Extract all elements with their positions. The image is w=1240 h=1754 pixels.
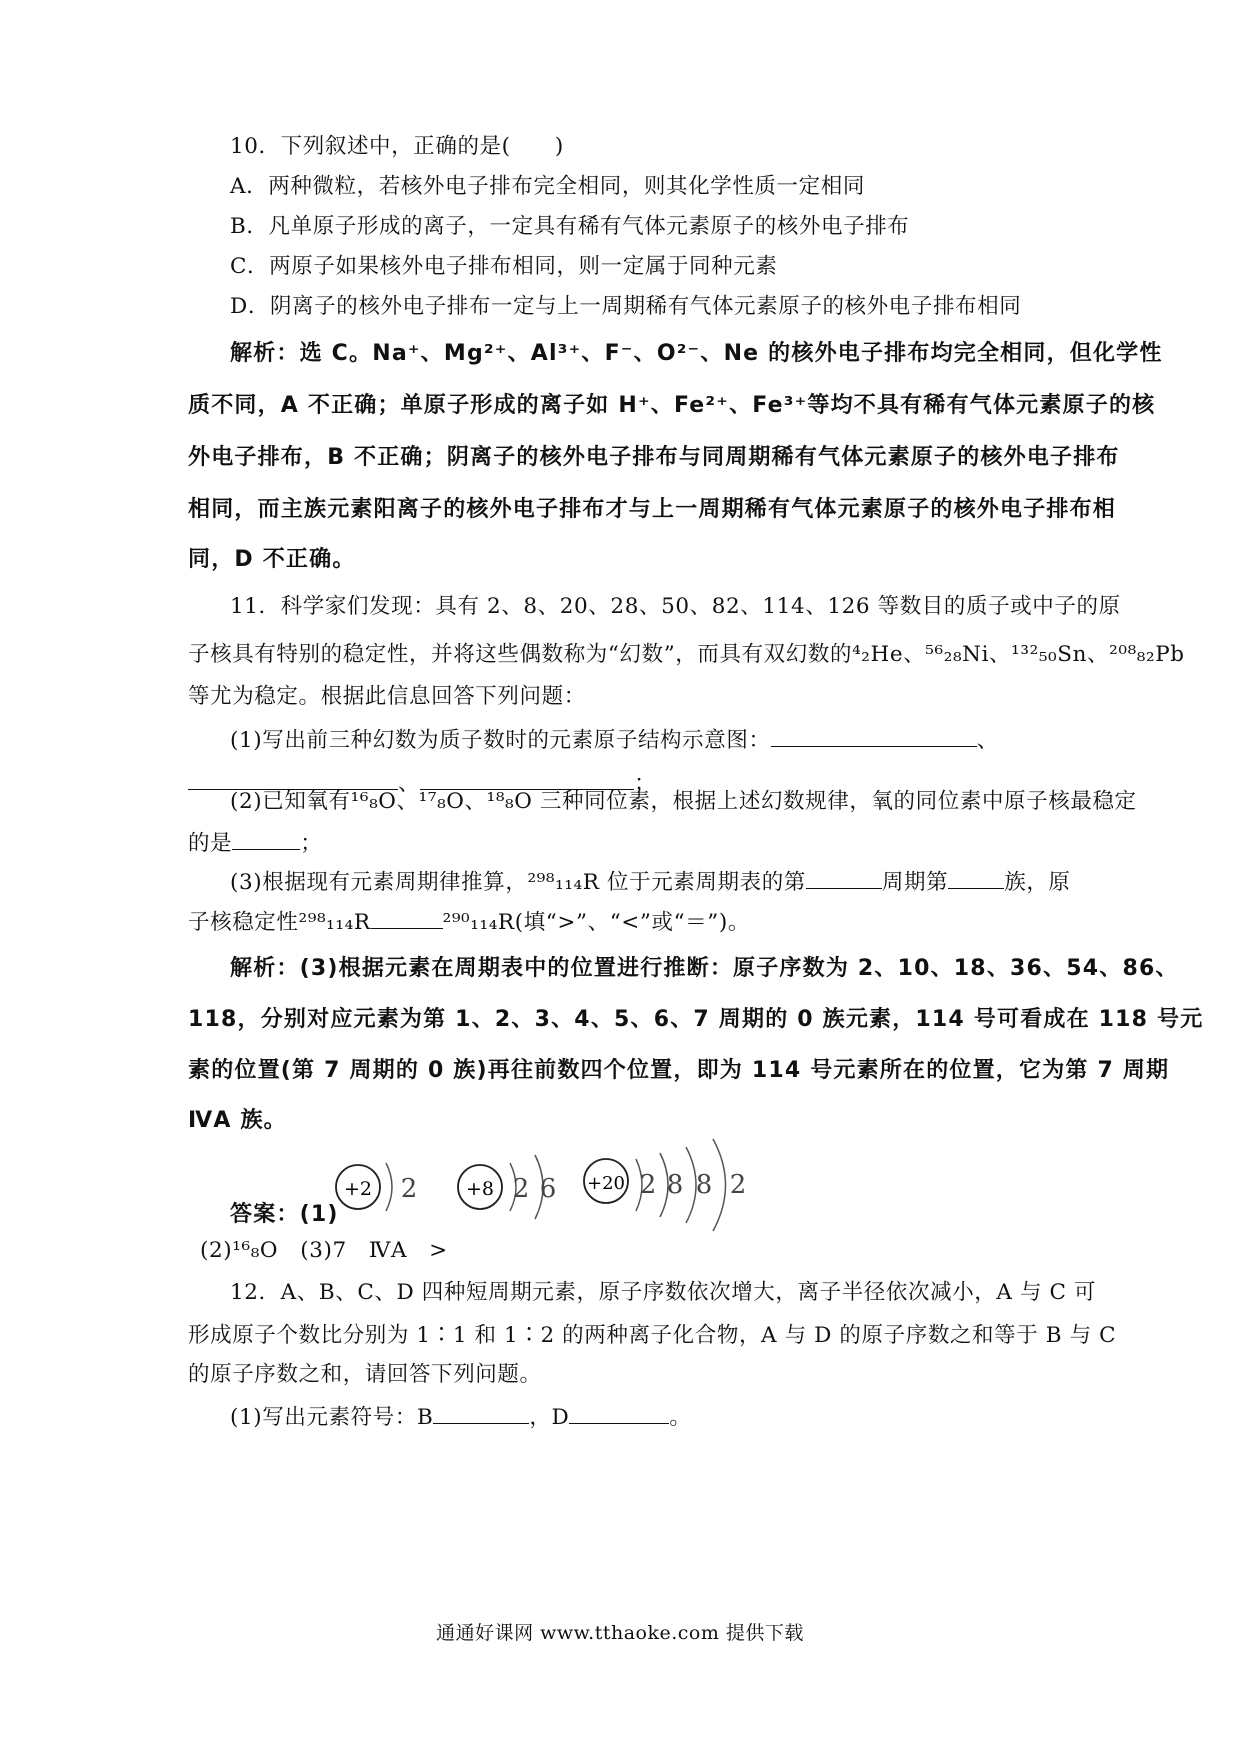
q10-analysis-line: 质不同，A 不正确；单原子形成的离子如 H⁺、Fe²⁺、Fe³⁺等均不具有稀有气体元素原子的核 bbox=[188, 393, 1156, 418]
q12-stem-line: 形成原子个数比分别为 1∶1 和 1∶2 的两种离子化合物，A 与 D 的原子序数之和等于 B 与 C bbox=[188, 1323, 1117, 1348]
q11-stem-line: 等尤为稳定。根据此信息回答下列问题： bbox=[188, 684, 586, 709]
q11-part1-prompt: (1)写出前三种幻数为质子数时的元素原子结构示意图： bbox=[230, 728, 771, 753]
q11-analysis-line: ⅣA 族。 bbox=[188, 1108, 287, 1133]
answer-blank[interactable] bbox=[806, 866, 882, 889]
q11-part2-end: ； bbox=[300, 831, 323, 856]
answer-blank[interactable] bbox=[948, 866, 1004, 889]
atom-diagram-he bbox=[336, 1163, 417, 1211]
nucleus-charge: +2 bbox=[343, 1178, 373, 1200]
q10-analysis-line: 相同，而主族元素阳离子的核外电子排布才与上一周期稀有气体元素原子的核外电子排布相 bbox=[188, 497, 1117, 522]
atom-diagram-o bbox=[458, 1155, 556, 1219]
q11-stem-line: 子核具有特别的稳定性，并将这些偶数称为“幻数”，而具有双幻数的⁴₂He、⁵⁶₂₈Ni、¹³²₅₀Sn、²⁰⁸₈₂Pb bbox=[188, 642, 1185, 667]
q11-part2-b bbox=[188, 827, 322, 859]
q11-part2-a: (2)已知氧有¹⁶₈O、¹⁷₈O、¹⁸₈O 三种同位素，根据上述幻数规律，氧的同位素中原子核最稳定 bbox=[230, 789, 1137, 814]
q11-part3-text: 族，原 bbox=[1004, 870, 1071, 895]
atom-diagram-ca bbox=[584, 1139, 746, 1231]
q12-part1 bbox=[230, 1401, 691, 1433]
q10-option-d: D．阴离子的核外电子排布一定与上一周期稀有气体元素原子的核外电子排布相同 bbox=[230, 294, 1022, 319]
q11-part2-prompt: 的是 bbox=[188, 831, 233, 856]
q11-part3-text: (3)根据现有元素周期律推算，²⁹⁸₁₁₄R 位于元素周期表的第 bbox=[230, 870, 806, 895]
q12-stem-line: 的原子序数之和，请回答下列问题。 bbox=[188, 1362, 542, 1387]
answer-blank[interactable] bbox=[771, 724, 977, 747]
shell-electron-count: 6 bbox=[539, 1174, 557, 1204]
q11-part3-a bbox=[230, 866, 1071, 898]
q11-part1-end: ； bbox=[634, 771, 657, 796]
page-footer: 通通好课网 www.tthaoke.com 提供下载 bbox=[436, 1622, 804, 1644]
shell-electron-count: 2 bbox=[729, 1170, 747, 1200]
nucleus-charge: +20 bbox=[587, 1173, 625, 1194]
q11-answer-label: 答案：(1) bbox=[230, 1202, 339, 1227]
q11-answer-rest: (2)¹⁶₈O (3)7 ⅣA > bbox=[200, 1238, 448, 1263]
q10-option-a: A．两种微粒，若核外电子排布完全相同，则其化学性质一定相同 bbox=[230, 174, 865, 199]
q11-part3-text: ²⁹⁰₁₁₄R(填“>”、“<”或“＝”)。 bbox=[442, 910, 750, 935]
answer-blank[interactable] bbox=[232, 827, 300, 850]
answer-blank[interactable] bbox=[371, 906, 443, 929]
answer-blank[interactable] bbox=[569, 1401, 669, 1424]
shell-electron-count: 2 bbox=[512, 1174, 530, 1204]
q10-stem: 10．下列叙述中，正确的是( ) bbox=[230, 134, 564, 159]
q12-part1-text: (1)写出元素符号：B bbox=[230, 1405, 434, 1430]
q11-part1-separator: 、 bbox=[398, 771, 421, 796]
shell-electron-count: 8 bbox=[695, 1170, 713, 1200]
answer-blank[interactable] bbox=[433, 1401, 529, 1424]
q12-part1-text: ，D bbox=[529, 1405, 570, 1430]
q10-option-c: C．两原子如果核外电子排布相同，则一定属于同种元素 bbox=[230, 254, 778, 279]
electron-shell-arc bbox=[686, 1147, 696, 1223]
q11-analysis-line: 素的位置(第 7 周期的 0 族)再往前数四个位置，即为 114 号元素所在的位置，它为第 7 周期 bbox=[188, 1058, 1170, 1083]
q11-analysis-line: 解析：(3)根据元素在周期表中的位置进行推断：原子序数为 2、10、18、36、54、86、 bbox=[230, 956, 1179, 981]
atomic-structure-diagrams bbox=[330, 1145, 770, 1235]
q11-part3-text: 周期第 bbox=[881, 870, 949, 895]
shell-electron-count: 8 bbox=[666, 1170, 684, 1200]
q10-option-b: B．凡单原子形成的离子，一定具有稀有气体元素原子的核外电子排布 bbox=[230, 214, 910, 239]
q12-part1-end: 。 bbox=[669, 1405, 692, 1430]
q10-analysis-line: 外电子排布，B 不正确；阴离子的核外电子排布与同周期稀有气体元素原子的核外电子排布 bbox=[188, 445, 1120, 470]
electron-shell-arc bbox=[386, 1163, 392, 1211]
q12-stem-line: 12．A、B、C、D 四种短周期元素，原子序数依次增大，离子半径依次减小，A 与 C 可 bbox=[230, 1280, 1097, 1305]
q11-part3-text: 子核稳定性²⁹⁸₁₁₄R bbox=[188, 910, 371, 935]
electron-shell-arc bbox=[713, 1139, 726, 1231]
nucleus-charge: +8 bbox=[465, 1178, 495, 1200]
q11-part1 bbox=[230, 724, 999, 756]
q10-analysis-line: 解析：选 C。Na⁺、Mg²⁺、Al³⁺、F⁻、O²⁻、Ne 的核外电子排布均完全相同，但化学性 bbox=[230, 341, 1163, 366]
q10-analysis-line: 同，D 不正确。 bbox=[188, 547, 356, 572]
q11-part1-separator: 、 bbox=[976, 728, 999, 753]
shell-electron-count: 2 bbox=[639, 1170, 657, 1200]
shell-electron-count: 2 bbox=[400, 1174, 418, 1204]
q11-part3-b bbox=[188, 906, 750, 938]
q11-stem-line: 11．科学家们发现：具有 2、8、20、28、50、82、114、126 等数目的质子或中子的原 bbox=[230, 594, 1121, 619]
q11-analysis-line: 118，分别对应元素为第 1、2、3、4、5、6、7 周期的 0 族元素，114 号可看成在 118 号元 bbox=[188, 1007, 1204, 1032]
